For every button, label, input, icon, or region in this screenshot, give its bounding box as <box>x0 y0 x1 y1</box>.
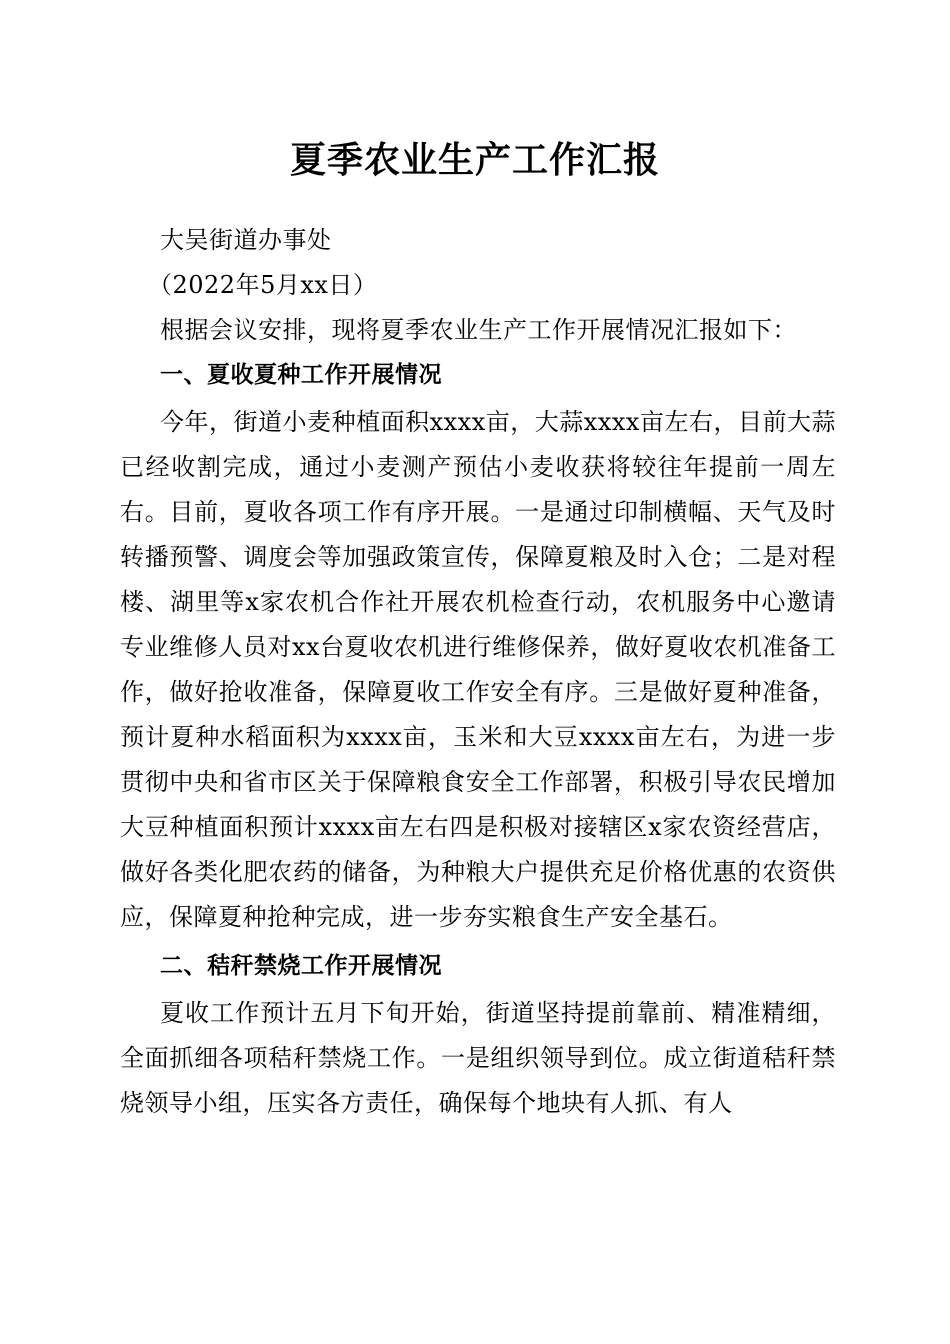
section-2-paragraph: 夏收工作预计五月下旬开始，街道坚持提前靠前、精准精细，全面抓细各项秸秆禁烧工作。一是组织领导到位。成立街道秸秆禁烧领导小组，压实各方责任，确保每个地块有人抓、有人 <box>120 999 836 1117</box>
section-2-heading: 二、秸秆禁烧工作开展情况 <box>160 953 442 979</box>
document-body <box>120 218 836 1126</box>
intro-paragraph: 根据会议安排，现将夏季农业生产工作开展情况汇报如下： <box>160 316 797 344</box>
document-title: 夏季农业生产工作汇报 <box>289 139 660 181</box>
date-line: （2022年5月xx日） <box>148 271 378 299</box>
section-1-paragraph: 今年，街道小麦种植面积xxxx亩，大蒜xxxx亩左右，目前大蒜已经收割完成，通过小麦测产预估小麦收获将较往年提前一周左右。目前，夏收各项工作有序开展。一是通过印制横幅、天气及时转播预警、调度会等加强政策宣传，保障夏粮及时入仓；二是对程楼、湖里等x家农机合作社开展农机检查行动，农机服务中心邀请专业维修人员对xx台夏收农机进行维修保养，做好夏收农机准备工作，做好抢收准备，保障夏收工作安全有序。三是做好夏种准备，预计夏种水稻面积为xxxx亩，玉米和大豆xxxx亩左右，为进一步贯彻中央和省市区关于保障粮食安全工作部署，积极引导农民增加大豆种植面积预计xxxx亩左右四是积极对接辖区x家农资经营店，做好各类化肥农药的储备，为种粮大户提供充足价格优惠的农资供应，保障夏种抢种完成，进一步夯实粮食生产安全基石。 <box>120 408 836 931</box>
section-1-heading: 一、夏收夏种工作开展情况 <box>160 362 442 388</box>
author-line: 大吴街道办事处 <box>160 226 332 254</box>
